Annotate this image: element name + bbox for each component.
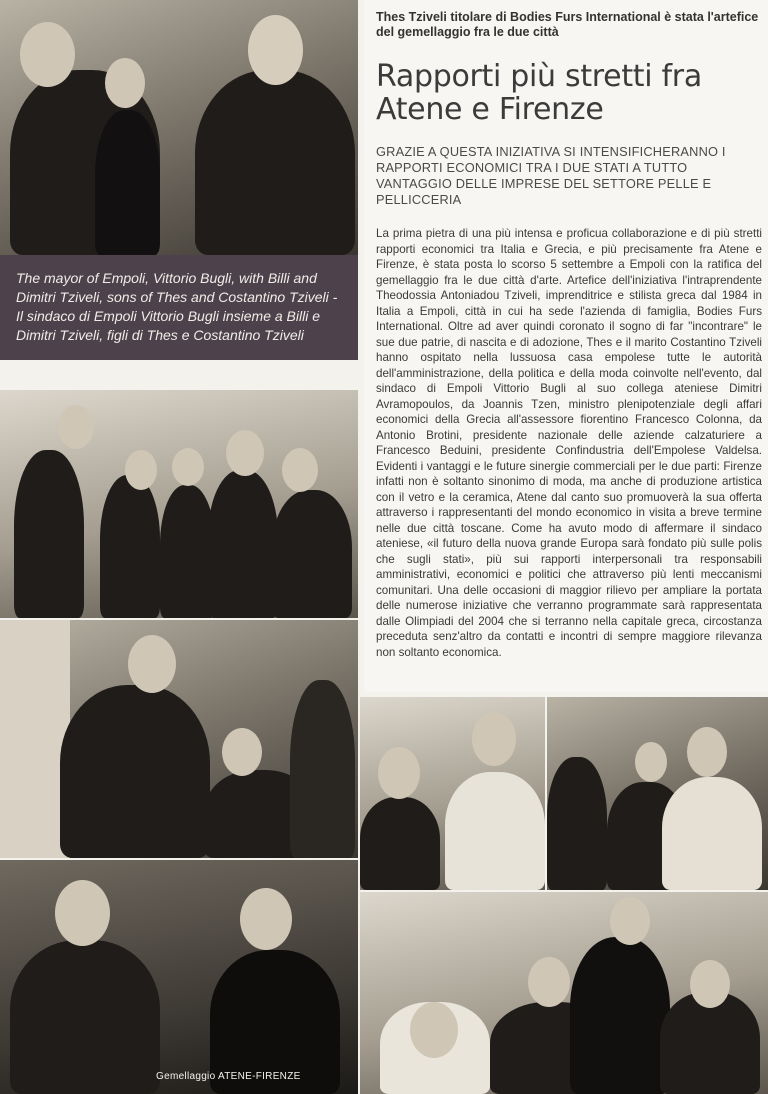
article-body: La prima pietra di una più intensa e proficua collaborazione e di più stretti rapporti economici tra Italia e Grecia, e più precisamente fra Atene e Firenze, è stata posta lo scorso 5 settembre a Empoli con la ratifica del gemellaggio fra le due città d'arte. Artefice dell'iniziativa l'intraprendente Theodossia Antoniadou Tziveli, imprenditrice e stilista greca dal 1984 in Italia a Empoli, città in cui ha sede l'azienda di famiglia, Bodies Furs International. Oltre ad aver quindi coronato il sogno di far "incontrare" le sue due patrie, di nascita e di adozione, Thes e il marito Costantino Tziveli hanno ospitato nella lussuosa casa empolese tutte le autorità dell'amministrazione, della politica e della moda coinvolte nell'evento, dal sindaco di Empoli Vittorio Bugli al suo collega ateniese Dimitri Avramopoulos, da Joannis Tzen, ministro plenipotenziale degli affari economici della Grecia all'assessore fiorentino Francesco Colonna, da Antonio Brotini, presidente nazionale delle aziende calzaturiere a Francesco Beduini, presidente Confindustria dell'Empolese Valdelsa. Evidenti i vantaggi e le future sinergie commerciali per le due parti: Firenze infatti non è soltanto sinonimo di moda, ma anche di produzione artistica con il vetro e la ceramica, Atene dal canto suo promuoverà la sua offerta attraverso i rappresentanti del mondo economico in visita a breve termine nelle due città toscane. Come ha avuto modo di affermare il sindaco ateniese, «il futuro della nuova grande Europa sarà fondato più sulle polis che sugli stati», più sui rapporti interpersonali tra responsabili amministrativi, economici e politici che attraverso più lenti meccanismi comunitari. Una delle occasioni di maggior rilievo per ampliare la portata delle numerose iniziative che verranno programmate sarà rappresentata dalle Olimpiadi del 2004 che si terranno nella capitale greca, circostanza preceduta senz'altro da contatti e incontri di sempre maggiore rilevanza non soltanto economica. bbox=[376, 227, 762, 659]
photo-ceremony bbox=[0, 620, 358, 858]
photo-group bbox=[0, 390, 358, 618]
article-headline: Rapporti più stretti fra Atene e Firenze bbox=[376, 59, 702, 127]
article-kicker: Thes Tziveli titolare di Bodies Furs International è stata l'artefice del gemellaggio fra le due città bbox=[376, 10, 759, 39]
photo-garden-party bbox=[360, 892, 768, 1094]
footer-label: Gemellaggio ATENE-FIRENZE bbox=[156, 1071, 301, 1082]
photo-couple-white-jacket bbox=[360, 697, 545, 890]
photo-caption: The mayor of Empoli, Vittorio Bugli, with Billi and Dimitri Tziveli, sons of Thes and Costantino Tziveli - Il sindaco di Empoli Vittorio Bugli insieme a Billi e Dimitri Tziveli, figli di Thes e Costantino Tziveli bbox=[0, 255, 358, 360]
article-standfirst: GRAZIE A QUESTA INIZIATIVA SI INTENSIFICHERANNO I RAPPORTI ECONOMICI TRA I DUE STATI A TUTTO VANTAGGIO DELLE IMPRESE DEL SETTORE PELLE E PELLICCERIA bbox=[376, 144, 726, 207]
article bbox=[364, 0, 768, 692]
photo-handshake bbox=[0, 0, 358, 255]
photo-seated-couple bbox=[0, 860, 358, 1094]
photo-men-talking bbox=[547, 697, 768, 890]
